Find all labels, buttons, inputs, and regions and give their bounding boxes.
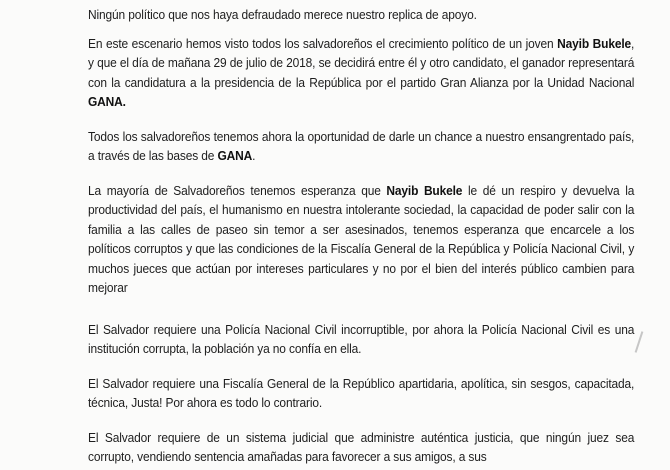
paragraph-text: Ningún político que nos haya defraudado merece nuestro replica de apoyo. bbox=[88, 8, 477, 22]
paragraph-text: En este escenario hemos visto todos los salvadoreños el crecimiento político de un joven bbox=[88, 37, 558, 51]
paragraph-text: Todos los salvadoreños tenemos ahora la oportunidad de darle un chance a nuestro ensangrentado país, a través de las bases de bbox=[88, 130, 635, 164]
paragraph-text: La mayoría de Salvadoreños tenemos esperanza que bbox=[88, 184, 387, 198]
paragraph-fiscalia bbox=[88, 375, 634, 414]
paragraph-apoyo bbox=[88, 6, 634, 25]
paragraph-text: El Salvador requiere de un sistema judicial que administre auténtica justicia, que ningún juez sea corrupto, vendiendo sentencia amañadas para favorecer a sus amigos, a sus bbox=[88, 431, 635, 465]
paragraph-esperanza bbox=[88, 182, 634, 298]
paragraph-crecimiento-politico bbox=[88, 35, 634, 113]
paragraph-text: . bbox=[252, 149, 256, 164]
paragraph-text: El Salvador requiere una Policía Nacional Civil incorruptible, por ahora la Policía Nacional Civil es una institución corrupta, la población ya no confía en ella. bbox=[88, 323, 635, 357]
bold-party-gana: GANA. bbox=[88, 95, 126, 110]
margin-pen-mark bbox=[635, 331, 644, 353]
paragraph-text: , y que el día de mañana 29 de julio de 2018, se decidirá entre él y otro candidato, el ganador representará con la candidatura a la presidencia de la República por el partido Gran Alianza por la Unidad Nacional bbox=[88, 37, 635, 90]
bold-name-nayib-bukele: Nayib Bukele bbox=[557, 37, 632, 51]
paragraph-text: le dé un respiro y devuelva la productividad del país, el humanismo en nuestra intolerante sociedad, la capacidad de poder salir con la familia a las calles de paseo sin temor a ser asesinados, tenemos esperanza que encarcele a los políticos corruptos y que las condiciones de la Fiscalía General de la República y Policía Nacional Civil, y muchos jueces que actúan por intereses particulares y no por el bien del interés público cambien para mejorar bbox=[88, 184, 635, 296]
paragraph-text: El Salvador requiere una Fiscalía General de la Repúblico apartidaria, apolítica, sin sesgos, capacitada, técnica, Justa! Por ahora es todo lo contrario. bbox=[88, 377, 635, 411]
bold-party-gana: GANA bbox=[217, 149, 253, 164]
paragraph-oportunidad bbox=[88, 128, 634, 167]
paragraph-sistema-judicial bbox=[88, 429, 634, 468]
bold-name-nayib-bukele: Nayib Bukele bbox=[386, 184, 463, 198]
paragraph-policia bbox=[88, 321, 634, 360]
